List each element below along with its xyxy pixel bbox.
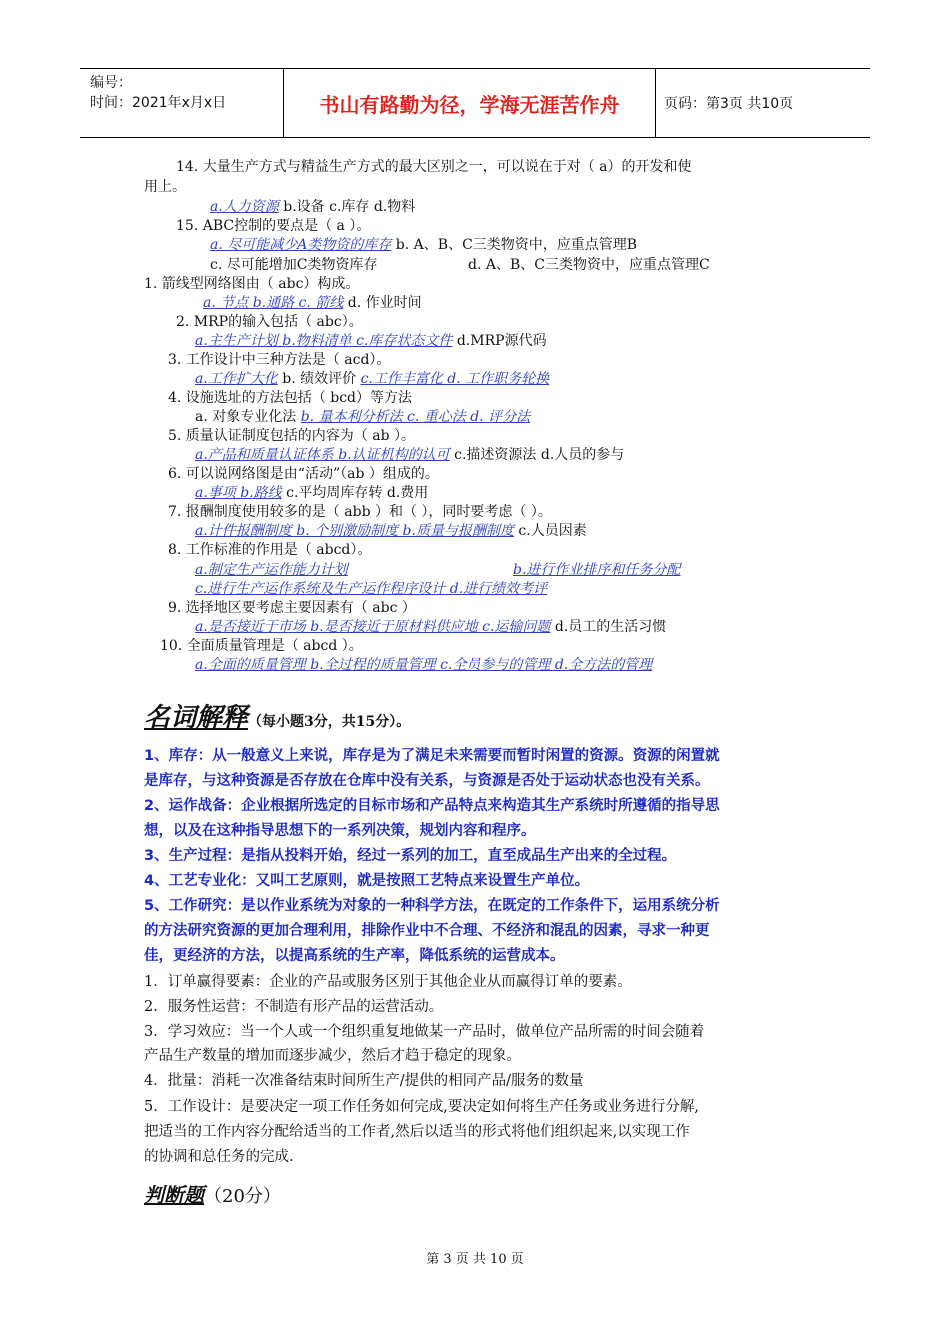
blue-def-line: 是库存，与这种资源是否存放在仓库中没有关系，与资源是否处于运动状态也没有关系。	[144, 773, 710, 789]
blue-def-line: 2、运作战备：企业根据所选定的目标市场和产品特点来构造其生产系统时所遵循的指导思	[144, 798, 720, 814]
plain-def-line: 5．工作设计：是要决定一项工作任务如何完成,要决定如何将生产任务或业务进行分解,	[144, 1099, 699, 1115]
page-footer: 第 3 页 共 10 页	[426, 1252, 524, 1267]
mc9-rest: d.员工的生活习惯	[550, 619, 667, 635]
mc9-options	[195, 618, 666, 637]
mc10-stem: 10. 全面质量管理是（ abcd ）。	[160, 638, 363, 654]
terms-title: 名词解释	[144, 703, 249, 733]
q15-stem: 15. ABC控制的要点是（ a ）。	[176, 218, 371, 234]
q14-option-a: a.人力资源	[210, 199, 279, 215]
q14-options-rest: b.设备 c.库存 d.物料	[278, 199, 416, 215]
plain-def-line: 1．订单赢得要素：企业的产品或服务区别于其他企业从而赢得订单的要素。	[144, 974, 632, 990]
blue-def-line: 5、工作研究：是以作业系统为对象的一种科学方法，在既定的工作条件下，运用系统分析	[144, 898, 720, 914]
mc3-stem: 3. 工作设计中三种方法是（ acd）。	[168, 352, 391, 368]
blue-def-line: 佳，更经济的方法，以提高系统的生产率，降低系统的运营成本。	[144, 948, 565, 964]
mc4-correct: b. 量本利分析法 c. 重心法 d. 评分法	[300, 409, 531, 425]
plain-def-line: 4．批量：消耗一次准备结束时间所生产/提供的相同产品/服务的数量	[144, 1073, 584, 1089]
mc6-options	[195, 484, 428, 503]
mc1-stem: 1. 箭线型网络图由（ abc）构成。	[144, 276, 360, 292]
mc5-correct: a.产品和质量认证体系 b.认证机构的认可	[195, 447, 450, 463]
mc8-option-b: b.进行作业排序和任务分配	[513, 562, 681, 578]
blue-def-line: 1、库存：从一般意义上来说，库存是为了满足未来需要而暂时闲置的资源。资源的闲置就	[144, 748, 720, 764]
blue-def-line: 4、工艺专业化：又叫工艺原则，就是按照工艺特点来设置生产单位。	[144, 873, 590, 889]
mc3-option-cd: c.工作丰富化 d. 工作职务轮换	[360, 371, 550, 387]
mc6-stem: 6. 可以说网络图是由“活动”（ab ）组成的。	[168, 466, 439, 482]
code-label: 编号：	[90, 75, 132, 91]
q15-option-c: c. 尽可能增加C类物资库存	[210, 257, 378, 273]
blue-def-line: 的方法研究资源的更加合理利用，排除作业中不合理、不经济和混乱的因素，寻求一种更	[144, 923, 710, 939]
time-label: 时间：2021年x月x日	[90, 95, 227, 111]
mc2-correct: a.主生产计划 b.物料清单 c.库存状态文件	[195, 333, 453, 349]
header-motto: 书山有路勤为径，学海无涯苦作舟	[284, 69, 656, 137]
plain-def-line: 的协调和总任务的完成.	[144, 1149, 294, 1165]
plain-def-line: 把适当的工作内容分配给适当的工作者,然后以适当的形式将他们组织起来,以实现工作	[144, 1124, 690, 1140]
mc7-rest: c.人员因素	[513, 523, 587, 539]
blue-def-line: 3、生产过程：是指从投料开始，经过一系列的加工，直至成品生产出来的全过程。	[144, 848, 677, 864]
header-page-label: 页码：第3页 共10页	[664, 96, 794, 112]
q15-option-b: b. A、B、C三类物资中，应重点管理B	[391, 237, 638, 253]
mc1-correct: a. 节点 b.通路 c. 箭线	[203, 295, 344, 311]
mc6-correct: a.事项 b.路线	[195, 485, 282, 501]
mc2-options	[195, 332, 547, 351]
mc7-stem: 7. 报酬制度使用较多的是（ abb ）和（ ），同时要考虑（ ）。	[168, 504, 552, 520]
mc3-options	[195, 370, 549, 389]
mc3-option-a: a.工作扩大化	[195, 371, 278, 387]
mc5-rest: c.描述资源法 d.人员的参与	[449, 447, 625, 463]
judge-title: 判断题	[144, 1183, 204, 1207]
plain-def-line: 2．服务性运营：不制造有形产品的运营活动。	[144, 999, 444, 1015]
mc4-option-a: a. 对象专业化法	[195, 409, 301, 425]
mc5-options	[195, 446, 624, 465]
page-header	[80, 68, 870, 138]
mc8-stem: 8. 工作标准的作用是（ abcd）。	[168, 542, 372, 558]
header-left-cell	[80, 69, 284, 137]
mc7-correct: a.计件报酬制度 b. 个别激励制度 b.质量与报酬制度	[195, 523, 514, 539]
judge-note: （20分）	[204, 1186, 281, 1207]
mc10-options: a.全面的质量管理 b.全过程的质量管理 c.全员参与的管理 d.全方法的管理	[195, 657, 653, 673]
blue-def-line: 想，以及在这种指导思想下的一系列决策，规划内容和程序。	[144, 823, 536, 839]
terms-section-heading	[144, 700, 410, 740]
mc1-options	[203, 294, 422, 313]
q15-option-a: a. 尽可能减少A类物资的库存	[210, 237, 392, 253]
mc8-option-a: a.制定生产运作能力计划	[195, 562, 348, 578]
plain-def-line: 产品生产数量的增加而逐步减少，然后才趋于稳定的现象。	[144, 1048, 521, 1064]
q14-line1: 14. 大量生产方式与精益生产方式的最大区别之一，可以说在于对（ a）的开发和使	[176, 159, 692, 175]
mc3-option-b: b. 绩效评价	[277, 371, 361, 387]
mc5-stem: 5. 质量认证制度包括的内容为（ ab ）。	[168, 428, 416, 444]
q15-options-ab	[210, 236, 637, 255]
mc2-rest: d.MRP源代码	[452, 333, 547, 349]
plain-def-line: 3．学习效应：当一个人或一个组织重复地做某一产品时，做单位产品所需的时间会随着	[144, 1024, 705, 1040]
mc1-rest: d. 作业时间	[343, 295, 422, 311]
q14-options	[210, 198, 415, 217]
mc9-correct: a.是否接近于市场 b.是否接近于原材料供应地 c.运输问题	[195, 619, 551, 635]
q14-line2: 用上。	[144, 179, 186, 195]
mc8-option-cd: c.进行生产运作系统及生产运作程序设计 d.进行绩效考评	[195, 581, 548, 597]
mc9-stem: 9. 选择地区要考虑主要因素有（ abc ）	[168, 600, 416, 616]
mc7-options	[195, 522, 587, 541]
judge-section-heading	[144, 1182, 281, 1211]
mc4-stem: 4. 设施选址的方法包括（ bcd）等方法	[168, 390, 413, 406]
terms-note: （每小题3分，共15分）。	[248, 714, 411, 730]
mc6-rest: c.平均周库存转 d.费用	[281, 485, 429, 501]
mc4-options	[195, 408, 530, 427]
mc2-stem: 2. MRP的输入包括（ abc）。	[176, 314, 363, 330]
q15-option-d: d. A、B、C三类物资中，应重点管理C	[468, 257, 710, 273]
